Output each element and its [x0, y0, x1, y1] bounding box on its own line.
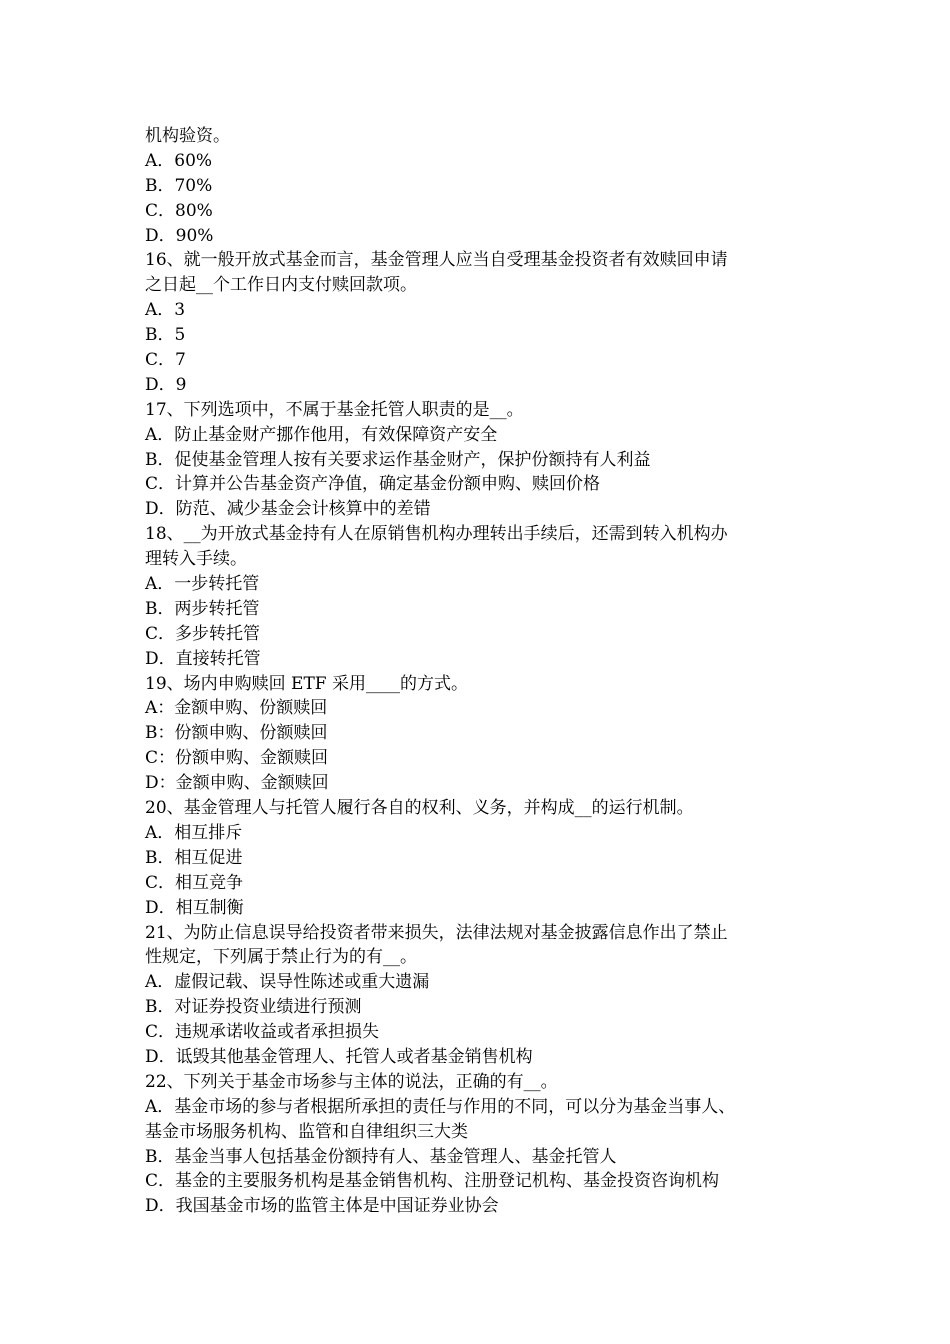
option-line: A．防止基金财产挪作他用，有效保障资产安全 — [145, 424, 498, 445]
question-22: 22、下列关于基金市场参与主体的说法，正确的有__。 — [145, 1071, 558, 1092]
option-line: C．相互竞争 — [145, 872, 244, 893]
option-line: B．促使基金管理人按有关要求运作基金财产，保护份额持有人利益 — [145, 449, 651, 470]
option-line: B．两步转托管 — [145, 598, 260, 619]
option-line: D．直接转托管 — [145, 648, 261, 669]
question-18-cont: 理转入手续。 — [145, 549, 247, 570]
question-16: 16、就一般开放式基金而言，基金管理人应当自受理基金投资者有效赎回申请 — [145, 250, 728, 271]
option-line: A．3 — [145, 300, 186, 321]
document-page — [145, 124, 845, 1219]
option-line: D：金额申购、金额赎回 — [145, 773, 329, 794]
question-17: 17、下列选项中，不属于基金托管人职责的是__。 — [145, 399, 524, 420]
question-16-cont: 之日起__个工作日内支付赎回款项。 — [145, 275, 417, 296]
option-line: D．9 — [145, 374, 187, 395]
option-line: D．相互制衡 — [145, 897, 244, 918]
option-line: D．防范、减少基金会计核算中的差错 — [145, 499, 431, 520]
question-20: 20、基金管理人与托管人履行各自的权利、义务，并构成__的运行机制。 — [145, 798, 694, 819]
option-line: B：份额申购、份额赎回 — [145, 723, 328, 744]
question-18: 18、__为开放式基金持有人在原销售机构办理转出手续后，还需到转入机构办 — [145, 524, 728, 545]
option-line: C．7 — [145, 350, 186, 371]
question-21: 21、为防止信息误导给投资者带来损失，法律法规对基金披露信息作出了禁止 — [145, 922, 728, 943]
text-line: 机构验资。 — [145, 126, 230, 146]
option-line: C：份额申购、金额赎回 — [145, 748, 329, 769]
option-line: B．5 — [145, 325, 186, 346]
option-line: A：金额申购、份额赎回 — [145, 698, 328, 719]
option-line: C．80% — [145, 200, 213, 221]
question-21-cont: 性规定，下列属于禁止行为的有__。 — [145, 947, 417, 968]
option-line: B．70% — [145, 175, 213, 196]
option-line: A．一步转托管 — [145, 574, 260, 595]
option-line: A．基金市场的参与者根据所承担的责任与作用的不同，可以分为基金当事人、 — [145, 1096, 736, 1117]
option-line: C．违规承诺收益或者承担损失 — [145, 1022, 380, 1043]
option-line: C．多步转托管 — [145, 623, 261, 644]
option-line: A．60% — [145, 150, 213, 171]
option-line: D．诋毁其他基金管理人、托管人或者基金销售机构 — [145, 1046, 533, 1067]
question-19: 19、场内申购赎回 ETF 采用____的方式。 — [145, 673, 468, 694]
option-line: C．基金的主要服务机构是基金销售机构、注册登记机构、基金投资咨询机构 — [145, 1171, 720, 1192]
option-line: A．相互排斥 — [145, 822, 243, 843]
option-line: D．90% — [145, 225, 214, 246]
option-line: B．对证券投资业绩进行预测 — [145, 997, 362, 1018]
option-line: B．相互促进 — [145, 847, 243, 868]
option-line-cont: 基金市场服务机构、监管和自律组织三大类 — [145, 1121, 468, 1142]
option-line: C．计算并公告基金资产净值，确定基金份额申购、赎回价格 — [145, 474, 601, 495]
option-line: D．我国基金市场的监管主体是中国证券业协会 — [145, 1196, 499, 1217]
option-line: A．虚假记载、误导性陈述或重大遗漏 — [145, 972, 430, 993]
option-line: B．基金当事人包括基金份额持有人、基金管理人、基金托管人 — [145, 1146, 617, 1167]
